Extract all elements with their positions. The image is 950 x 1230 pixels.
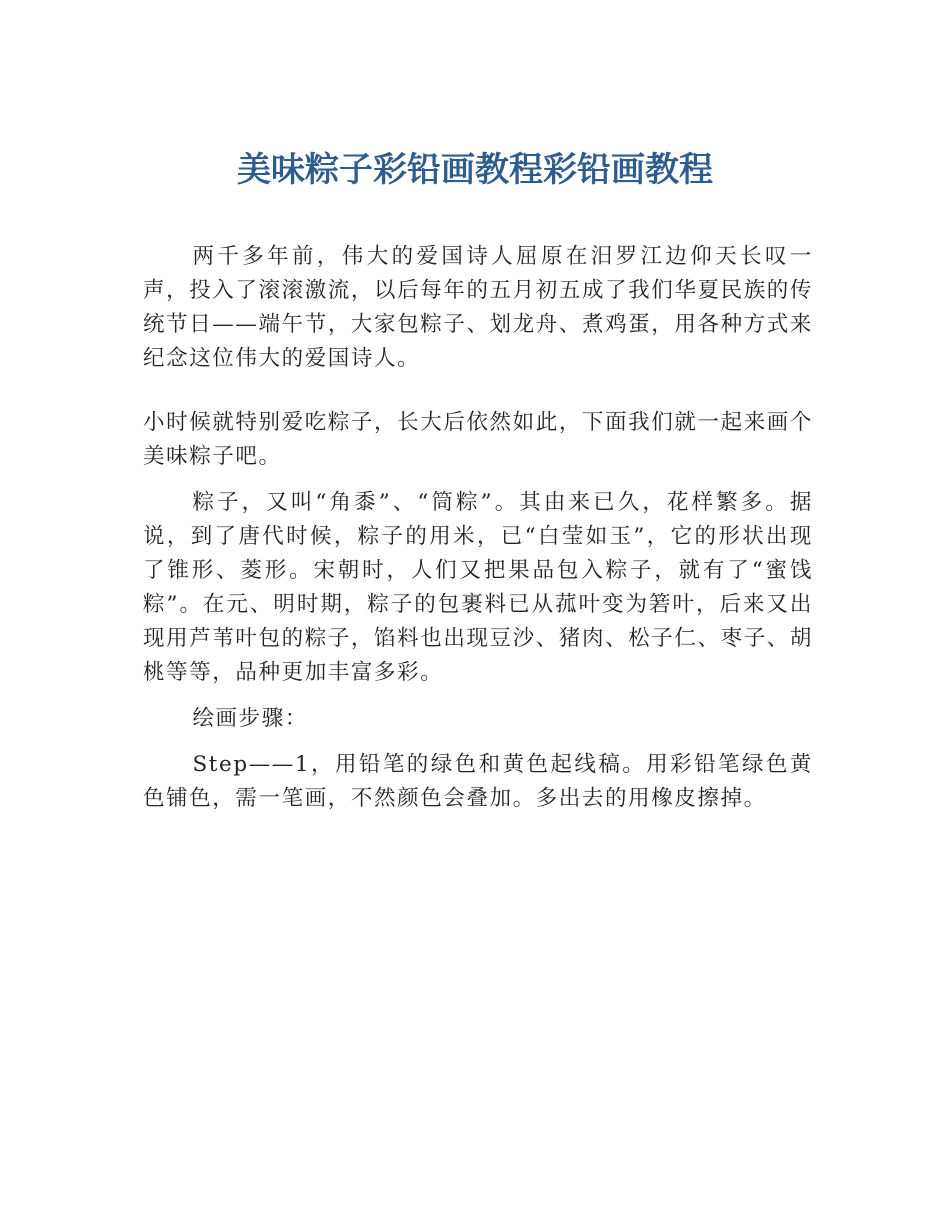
- paragraph-steps-heading: 绘画步骤：: [192, 706, 308, 731]
- paragraph-intro: 两千多年前，伟大的爱国诗人屈原在汨罗江边仰天长叹一声，投入了滚滚激流，以后每年的五月初五成了我们华夏民族的传统节日——端午节，大家包粽子、划龙舟、煮鸡蛋，用各种方式来纪念这位伟大的爱国诗人。: [143, 244, 813, 371]
- paragraph-history: 粽子，又叫“角黍”、“筒粽”。其由来已久，花样繁多。据说，到了唐代时候，粽子的用米，已“白莹如玉”，它的形状出现了锥形、菱形。宋朝时，人们又把果品包入粽子，就有了“蜜饯粽”。在元、明时期，粽子的包裹料已从菰叶变为箬叶，后来又出现用芦苇叶包的粽子，馅料也出现豆沙、猪肉、松子仁、枣子、胡桃等等，品种更加丰富多彩。: [143, 490, 813, 685]
- document-body: [143, 240, 813, 816]
- paragraph-childhood: 小时候就特别爱吃粽子，长大后依然如此，下面我们就一起来画个美味粽子吧。: [143, 410, 813, 469]
- document-title: 美味粽子彩铅画教程彩铅画教程: [237, 150, 713, 190]
- paragraph-step-1: Step——1，用铅笔的绿色和黄色起线稿。用彩铅笔绿色黄色铺色，需一笔画，不然颜色会叠加。多出去的用橡皮擦掉。: [143, 752, 813, 811]
